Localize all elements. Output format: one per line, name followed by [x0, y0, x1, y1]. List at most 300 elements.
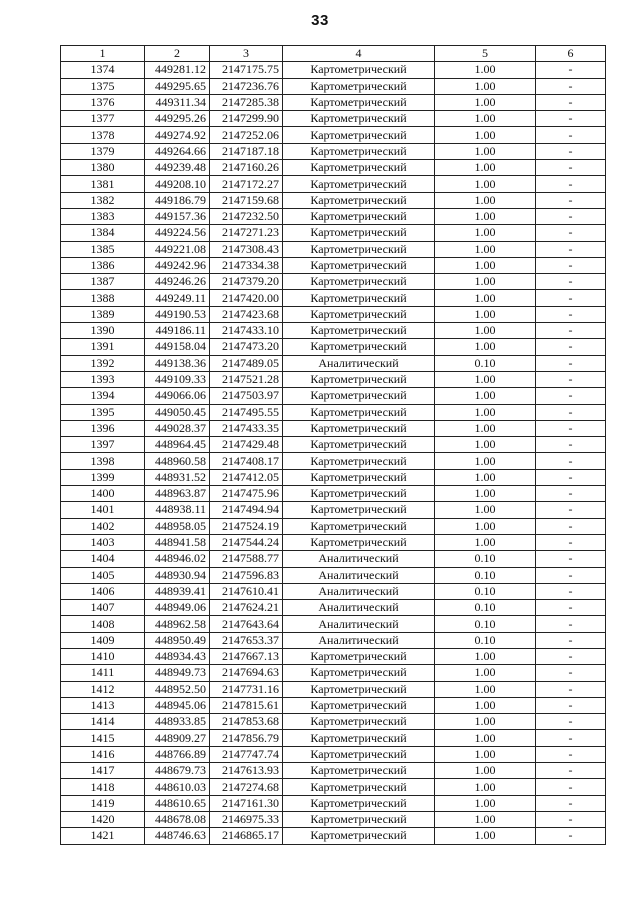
table-row	[61, 111, 606, 127]
header-cell-point-number: 1	[61, 46, 145, 62]
y-coordinate-cell: 2147412.05	[210, 469, 283, 485]
table-row	[61, 257, 606, 273]
description-cell: -	[536, 437, 606, 453]
description-cell: -	[536, 600, 606, 616]
description-cell: -	[536, 192, 606, 208]
table-row	[61, 94, 606, 110]
point-number-cell: 1402	[61, 518, 145, 534]
point-number-cell: 1386	[61, 257, 145, 273]
x-coordinate-cell: 449246.26	[145, 274, 210, 290]
x-coordinate-cell: 449186.11	[145, 323, 210, 339]
table-row	[61, 551, 606, 567]
point-number-cell: 1381	[61, 176, 145, 192]
x-coordinate-cell: 448964.45	[145, 437, 210, 453]
method-cell: Картометрический	[283, 795, 435, 811]
description-cell: -	[536, 388, 606, 404]
description-cell: -	[536, 697, 606, 713]
y-coordinate-cell: 2147175.75	[210, 62, 283, 78]
point-number-cell: 1397	[61, 437, 145, 453]
x-coordinate-cell: 449138.36	[145, 355, 210, 371]
description-cell: -	[536, 795, 606, 811]
x-coordinate-cell: 448678.08	[145, 811, 210, 827]
method-cell: Аналитический	[283, 632, 435, 648]
description-cell: -	[536, 290, 606, 306]
table-row	[61, 681, 606, 697]
method-cell: Картометрический	[283, 274, 435, 290]
point-number-cell: 1389	[61, 306, 145, 322]
description-cell: -	[536, 241, 606, 257]
method-cell: Картометрический	[283, 257, 435, 273]
accuracy-cell: 1.00	[435, 502, 536, 518]
method-cell: Картометрический	[283, 469, 435, 485]
description-cell: -	[536, 502, 606, 518]
x-coordinate-cell: 448610.65	[145, 795, 210, 811]
method-cell: Картометрический	[283, 681, 435, 697]
description-cell: -	[536, 143, 606, 159]
y-coordinate-cell: 2147285.38	[210, 94, 283, 110]
x-coordinate-cell: 449239.48	[145, 160, 210, 176]
table-row	[61, 534, 606, 550]
accuracy-cell: 1.00	[435, 94, 536, 110]
description-cell: -	[536, 469, 606, 485]
x-coordinate-cell: 449050.45	[145, 404, 210, 420]
point-number-cell: 1415	[61, 730, 145, 746]
x-coordinate-cell: 449208.10	[145, 176, 210, 192]
accuracy-cell: 0.10	[435, 632, 536, 648]
table-row	[61, 453, 606, 469]
table-row	[61, 600, 606, 616]
y-coordinate-cell: 2147694.63	[210, 665, 283, 681]
y-coordinate-cell: 2147161.30	[210, 795, 283, 811]
accuracy-cell: 1.00	[435, 241, 536, 257]
accuracy-cell: 1.00	[435, 453, 536, 469]
x-coordinate-cell: 449264.66	[145, 143, 210, 159]
coordinates-table	[60, 45, 606, 845]
x-coordinate-cell: 448945.06	[145, 697, 210, 713]
y-coordinate-cell: 2147503.97	[210, 388, 283, 404]
table-row	[61, 420, 606, 436]
y-coordinate-cell: 2147429.48	[210, 437, 283, 453]
table-row	[61, 437, 606, 453]
accuracy-cell: 0.10	[435, 355, 536, 371]
y-coordinate-cell: 2147524.19	[210, 518, 283, 534]
x-coordinate-cell: 448946.02	[145, 551, 210, 567]
description-cell: -	[536, 632, 606, 648]
point-number-cell: 1374	[61, 62, 145, 78]
description-cell: -	[536, 111, 606, 127]
y-coordinate-cell: 2147643.64	[210, 616, 283, 632]
method-cell: Картометрический	[283, 176, 435, 192]
x-coordinate-cell: 449186.79	[145, 192, 210, 208]
table-row	[61, 828, 606, 844]
description-cell: -	[536, 583, 606, 599]
description-cell: -	[536, 176, 606, 192]
table-row	[61, 486, 606, 502]
accuracy-cell: 1.00	[435, 160, 536, 176]
point-number-cell: 1392	[61, 355, 145, 371]
x-coordinate-cell: 448931.52	[145, 469, 210, 485]
header-cell-accuracy: 5	[435, 46, 536, 62]
table-row	[61, 225, 606, 241]
accuracy-cell: 1.00	[435, 665, 536, 681]
accuracy-cell: 1.00	[435, 192, 536, 208]
description-cell: -	[536, 274, 606, 290]
point-number-cell: 1378	[61, 127, 145, 143]
method-cell: Картометрический	[283, 208, 435, 224]
point-number-cell: 1393	[61, 371, 145, 387]
description-cell: -	[536, 730, 606, 746]
x-coordinate-cell: 448952.50	[145, 681, 210, 697]
x-coordinate-cell: 448949.06	[145, 600, 210, 616]
accuracy-cell: 1.00	[435, 714, 536, 730]
x-coordinate-cell: 448930.94	[145, 567, 210, 583]
point-number-cell: 1410	[61, 648, 145, 664]
x-coordinate-cell: 448909.27	[145, 730, 210, 746]
method-cell: Аналитический	[283, 355, 435, 371]
accuracy-cell: 1.00	[435, 111, 536, 127]
method-cell: Картометрический	[283, 192, 435, 208]
accuracy-cell: 1.00	[435, 828, 536, 844]
accuracy-cell: 1.00	[435, 437, 536, 453]
description-cell: -	[536, 339, 606, 355]
point-number-cell: 1385	[61, 241, 145, 257]
method-cell: Картометрический	[283, 811, 435, 827]
method-cell: Картометрический	[283, 78, 435, 94]
y-coordinate-cell: 2146865.17	[210, 828, 283, 844]
description-cell: -	[536, 828, 606, 844]
method-cell: Картометрический	[283, 94, 435, 110]
y-coordinate-cell: 2147747.74	[210, 746, 283, 762]
x-coordinate-cell: 448962.58	[145, 616, 210, 632]
y-coordinate-cell: 2147379.20	[210, 274, 283, 290]
table-row	[61, 763, 606, 779]
table-row	[61, 241, 606, 257]
method-cell: Аналитический	[283, 583, 435, 599]
page-number: 33	[311, 12, 329, 29]
table-row	[61, 371, 606, 387]
table-row	[61, 208, 606, 224]
y-coordinate-cell: 2147495.55	[210, 404, 283, 420]
table-row	[61, 143, 606, 159]
description-cell: -	[536, 518, 606, 534]
y-coordinate-cell: 2147334.38	[210, 257, 283, 273]
header-cell-x: 2	[145, 46, 210, 62]
y-coordinate-cell: 2146975.33	[210, 811, 283, 827]
accuracy-cell: 1.00	[435, 78, 536, 94]
point-number-cell: 1376	[61, 94, 145, 110]
point-number-cell: 1412	[61, 681, 145, 697]
method-cell: Картометрический	[283, 648, 435, 664]
x-coordinate-cell: 448610.03	[145, 779, 210, 795]
table-row	[61, 339, 606, 355]
point-number-cell: 1413	[61, 697, 145, 713]
table-row	[61, 290, 606, 306]
description-cell: -	[536, 78, 606, 94]
y-coordinate-cell: 2147420.00	[210, 290, 283, 306]
description-cell: -	[536, 616, 606, 632]
x-coordinate-cell: 449157.36	[145, 208, 210, 224]
y-coordinate-cell: 2147433.35	[210, 420, 283, 436]
y-coordinate-cell: 2147160.26	[210, 160, 283, 176]
point-number-cell: 1408	[61, 616, 145, 632]
x-coordinate-cell: 448963.87	[145, 486, 210, 502]
x-coordinate-cell: 448941.58	[145, 534, 210, 550]
x-coordinate-cell: 448939.41	[145, 583, 210, 599]
y-coordinate-cell: 2147308.43	[210, 241, 283, 257]
x-coordinate-cell: 449221.08	[145, 241, 210, 257]
description-cell: -	[536, 404, 606, 420]
method-cell: Картометрический	[283, 763, 435, 779]
method-cell: Картометрический	[283, 306, 435, 322]
method-cell: Картометрический	[283, 111, 435, 127]
point-number-cell: 1416	[61, 746, 145, 762]
point-number-cell: 1407	[61, 600, 145, 616]
method-cell: Картометрический	[283, 534, 435, 550]
table-body	[61, 62, 606, 844]
method-cell: Картометрический	[283, 779, 435, 795]
method-cell: Аналитический	[283, 616, 435, 632]
point-number-cell: 1420	[61, 811, 145, 827]
description-cell: -	[536, 551, 606, 567]
point-number-cell: 1394	[61, 388, 145, 404]
x-coordinate-cell: 448958.05	[145, 518, 210, 534]
y-coordinate-cell: 2147274.68	[210, 779, 283, 795]
x-coordinate-cell: 448950.49	[145, 632, 210, 648]
description-cell: -	[536, 486, 606, 502]
point-number-cell: 1419	[61, 795, 145, 811]
header-cell-method: 4	[283, 46, 435, 62]
point-number-cell: 1405	[61, 567, 145, 583]
point-number-cell: 1418	[61, 779, 145, 795]
point-number-cell: 1400	[61, 486, 145, 502]
y-coordinate-cell: 2147610.41	[210, 583, 283, 599]
description-cell: -	[536, 225, 606, 241]
method-cell: Картометрический	[283, 339, 435, 355]
table-row	[61, 697, 606, 713]
method-cell: Картометрический	[283, 62, 435, 78]
x-coordinate-cell: 448949.73	[145, 665, 210, 681]
accuracy-cell: 1.00	[435, 486, 536, 502]
accuracy-cell: 1.00	[435, 274, 536, 290]
point-number-cell: 1396	[61, 420, 145, 436]
accuracy-cell: 1.00	[435, 306, 536, 322]
point-number-cell: 1395	[61, 404, 145, 420]
table-row	[61, 502, 606, 518]
point-number-cell: 1411	[61, 665, 145, 681]
accuracy-cell: 1.00	[435, 225, 536, 241]
table-header	[61, 46, 606, 62]
method-cell: Картометрический	[283, 828, 435, 844]
accuracy-cell: 1.00	[435, 811, 536, 827]
method-cell: Картометрический	[283, 160, 435, 176]
method-cell: Картометрический	[283, 486, 435, 502]
y-coordinate-cell: 2147853.68	[210, 714, 283, 730]
y-coordinate-cell: 2147667.13	[210, 648, 283, 664]
y-coordinate-cell: 2147489.05	[210, 355, 283, 371]
accuracy-cell: 0.10	[435, 600, 536, 616]
y-coordinate-cell: 2147408.17	[210, 453, 283, 469]
y-coordinate-cell: 2147423.68	[210, 306, 283, 322]
method-cell: Картометрический	[283, 290, 435, 306]
accuracy-cell: 0.10	[435, 616, 536, 632]
x-coordinate-cell: 448934.43	[145, 648, 210, 664]
method-cell: Картометрический	[283, 437, 435, 453]
x-coordinate-cell: 449249.11	[145, 290, 210, 306]
accuracy-cell: 1.00	[435, 763, 536, 779]
description-cell: -	[536, 567, 606, 583]
y-coordinate-cell: 2147473.20	[210, 339, 283, 355]
method-cell: Картометрический	[283, 371, 435, 387]
table-row	[61, 469, 606, 485]
point-number-cell: 1382	[61, 192, 145, 208]
accuracy-cell: 1.00	[435, 420, 536, 436]
point-number-cell: 1403	[61, 534, 145, 550]
table-row	[61, 176, 606, 192]
point-number-cell: 1414	[61, 714, 145, 730]
x-coordinate-cell: 449295.26	[145, 111, 210, 127]
accuracy-cell: 1.00	[435, 746, 536, 762]
table-row	[61, 567, 606, 583]
accuracy-cell: 1.00	[435, 730, 536, 746]
y-coordinate-cell: 2147271.23	[210, 225, 283, 241]
table-row	[61, 746, 606, 762]
accuracy-cell: 1.00	[435, 143, 536, 159]
y-coordinate-cell: 2147624.21	[210, 600, 283, 616]
point-number-cell: 1387	[61, 274, 145, 290]
description-cell: -	[536, 779, 606, 795]
description-cell: -	[536, 306, 606, 322]
method-cell: Картометрический	[283, 404, 435, 420]
point-number-cell: 1404	[61, 551, 145, 567]
accuracy-cell: 1.00	[435, 534, 536, 550]
x-coordinate-cell: 448960.58	[145, 453, 210, 469]
description-cell: -	[536, 746, 606, 762]
method-cell: Аналитический	[283, 600, 435, 616]
description-cell: -	[536, 665, 606, 681]
table-row	[61, 404, 606, 420]
accuracy-cell: 1.00	[435, 208, 536, 224]
description-cell: -	[536, 208, 606, 224]
table-row	[61, 811, 606, 827]
x-coordinate-cell: 449109.33	[145, 371, 210, 387]
y-coordinate-cell: 2147613.93	[210, 763, 283, 779]
accuracy-cell: 1.00	[435, 469, 536, 485]
description-cell: -	[536, 94, 606, 110]
table-row	[61, 78, 606, 94]
method-cell: Картометрический	[283, 714, 435, 730]
y-coordinate-cell: 2147856.79	[210, 730, 283, 746]
description-cell: -	[536, 160, 606, 176]
point-number-cell: 1421	[61, 828, 145, 844]
table-row	[61, 306, 606, 322]
method-cell: Картометрический	[283, 388, 435, 404]
table-row	[61, 62, 606, 78]
accuracy-cell: 1.00	[435, 518, 536, 534]
header-cell-description: 6	[536, 46, 606, 62]
y-coordinate-cell: 2147232.50	[210, 208, 283, 224]
accuracy-cell: 1.00	[435, 62, 536, 78]
method-cell: Картометрический	[283, 746, 435, 762]
x-coordinate-cell: 449066.06	[145, 388, 210, 404]
y-coordinate-cell: 2147252.06	[210, 127, 283, 143]
y-coordinate-cell: 2147433.10	[210, 323, 283, 339]
description-cell: -	[536, 127, 606, 143]
x-coordinate-cell: 448933.85	[145, 714, 210, 730]
table-row	[61, 388, 606, 404]
table-row	[61, 160, 606, 176]
table-row	[61, 779, 606, 795]
accuracy-cell: 1.00	[435, 323, 536, 339]
point-number-cell: 1375	[61, 78, 145, 94]
x-coordinate-cell: 449158.04	[145, 339, 210, 355]
method-cell: Картометрический	[283, 730, 435, 746]
table-row	[61, 274, 606, 290]
point-number-cell: 1383	[61, 208, 145, 224]
description-cell: -	[536, 648, 606, 664]
table-row	[61, 616, 606, 632]
method-cell: Картометрический	[283, 420, 435, 436]
accuracy-cell: 0.10	[435, 567, 536, 583]
accuracy-cell: 1.00	[435, 388, 536, 404]
x-coordinate-cell: 449295.65	[145, 78, 210, 94]
x-coordinate-cell: 448766.89	[145, 746, 210, 762]
accuracy-cell: 0.10	[435, 583, 536, 599]
x-coordinate-cell: 448679.73	[145, 763, 210, 779]
description-cell: -	[536, 714, 606, 730]
accuracy-cell: 1.00	[435, 176, 536, 192]
accuracy-cell: 1.00	[435, 681, 536, 697]
table-row	[61, 632, 606, 648]
table-row	[61, 714, 606, 730]
y-coordinate-cell: 2147521.28	[210, 371, 283, 387]
y-coordinate-cell: 2147588.77	[210, 551, 283, 567]
method-cell: Картометрический	[283, 502, 435, 518]
y-coordinate-cell: 2147815.61	[210, 697, 283, 713]
accuracy-cell: 1.00	[435, 127, 536, 143]
accuracy-cell: 1.00	[435, 371, 536, 387]
description-cell: -	[536, 257, 606, 273]
method-cell: Картометрический	[283, 241, 435, 257]
table-row	[61, 648, 606, 664]
description-cell: -	[536, 811, 606, 827]
point-number-cell: 1399	[61, 469, 145, 485]
description-cell: -	[536, 355, 606, 371]
point-number-cell: 1380	[61, 160, 145, 176]
y-coordinate-cell: 2147299.90	[210, 111, 283, 127]
header-row	[61, 46, 606, 62]
x-coordinate-cell: 448938.11	[145, 502, 210, 518]
x-coordinate-cell: 449281.12	[145, 62, 210, 78]
method-cell: Картометрический	[283, 453, 435, 469]
accuracy-cell: 1.00	[435, 404, 536, 420]
table-row	[61, 192, 606, 208]
table-row	[61, 355, 606, 371]
description-cell: -	[536, 763, 606, 779]
x-coordinate-cell: 448746.63	[145, 828, 210, 844]
y-coordinate-cell: 2147187.18	[210, 143, 283, 159]
accuracy-cell: 1.00	[435, 779, 536, 795]
accuracy-cell: 1.00	[435, 648, 536, 664]
point-number-cell: 1388	[61, 290, 145, 306]
point-number-cell: 1379	[61, 143, 145, 159]
method-cell: Аналитический	[283, 551, 435, 567]
table-row	[61, 518, 606, 534]
method-cell: Картометрический	[283, 127, 435, 143]
y-coordinate-cell: 2147731.16	[210, 681, 283, 697]
y-coordinate-cell: 2147475.96	[210, 486, 283, 502]
point-number-cell: 1377	[61, 111, 145, 127]
method-cell: Картометрический	[283, 518, 435, 534]
